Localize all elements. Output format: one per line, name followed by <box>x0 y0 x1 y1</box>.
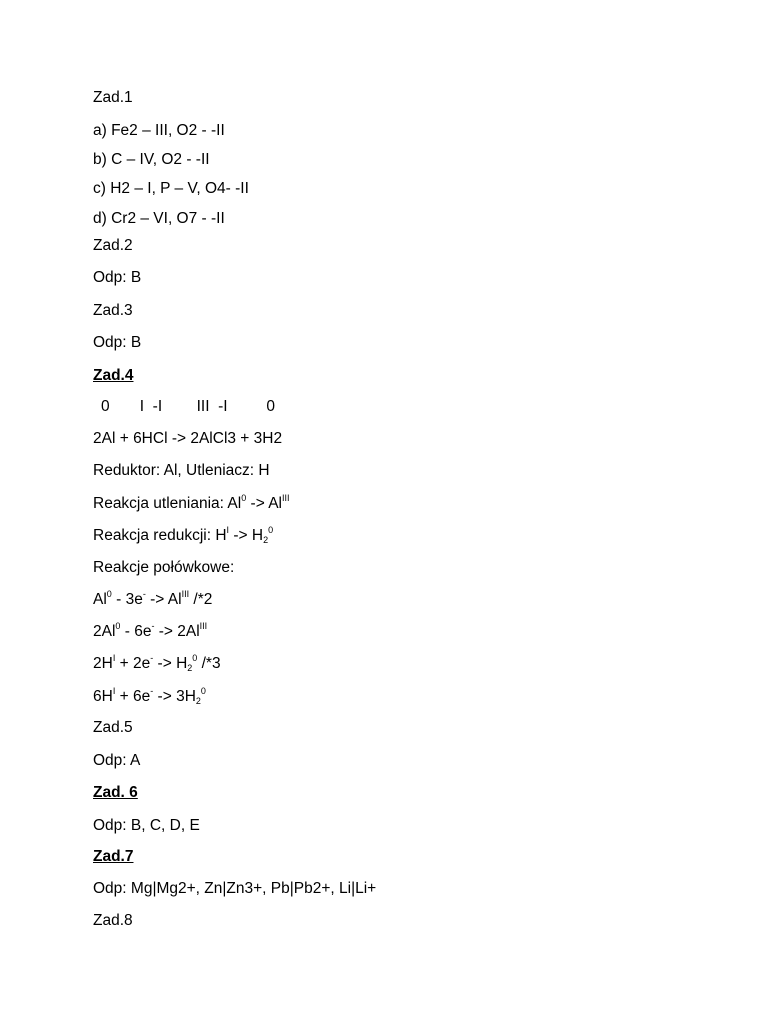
zad4-reductant-oxidant: Reduktor: Al, Utleniacz: H <box>93 462 270 479</box>
zad4-half-reaction-3: $2H^I + 2e^- -> H_2^0$ /*3 <box>93 653 221 673</box>
zad7-title: Zad.7 <box>93 848 134 865</box>
zad3-answer: Odp: B <box>93 334 142 351</box>
zad8-title: Zad.8 <box>93 912 133 929</box>
zad6-title: Zad. 6 <box>93 784 138 801</box>
zad5-answer: Odp: A <box>93 752 141 769</box>
zad7-answer: Odp: Mg|Mg2+, Zn|Zn3+, Pb|Pb2+, Li|Li+ <box>93 880 377 897</box>
zad6-answer: Odp: B, C, D, E <box>93 817 200 834</box>
zad1-line-b: b) C – IV, O2 - -II <box>93 151 210 168</box>
zad4-oxidation-reaction: Reakcja utleniania: $Al^0 -> Al^{III}$ <box>93 493 290 512</box>
zad4-equation: 2Al + 6HCl -> 2AlCl3 + 3H2 <box>93 430 283 447</box>
zad4-half-reaction-4: $6H^I + 6e^- -> 3H_2^0$ <box>93 686 206 706</box>
zad4-half-reaction-2: $2Al^0 - 6e^- -> 2Al^{III}$ <box>93 621 208 640</box>
zad3-title: Zad.3 <box>93 302 133 319</box>
zad5-title: Zad.5 <box>93 719 133 736</box>
zad4-reduction-reaction: Reakcja redukcji: $H^I -> H_2^0$ <box>93 525 274 545</box>
zad1-line-a: a) Fe2 – III, O2 - -II <box>93 122 225 139</box>
zad2-answer: Odp: B <box>93 269 142 286</box>
zad2-title: Zad.2 <box>93 237 133 254</box>
zad1-line-c: c) H2 – I, P – V, O4- -II <box>93 180 249 197</box>
zad1-title: Zad.1 <box>93 89 133 106</box>
zad4-title: Zad.4 <box>93 367 134 384</box>
zad4-half-reactions-title: Reakcje połówkowe: <box>93 559 235 576</box>
zad4-oxidation-numbers: 0 I -I III -I 0 <box>101 398 275 415</box>
zad4-half-reaction-1: $Al^0 - 3e^- -> Al^{III}$ /*2 <box>93 589 213 608</box>
zad1-line-d: d) Cr2 – VI, O7 - -II <box>93 210 225 227</box>
